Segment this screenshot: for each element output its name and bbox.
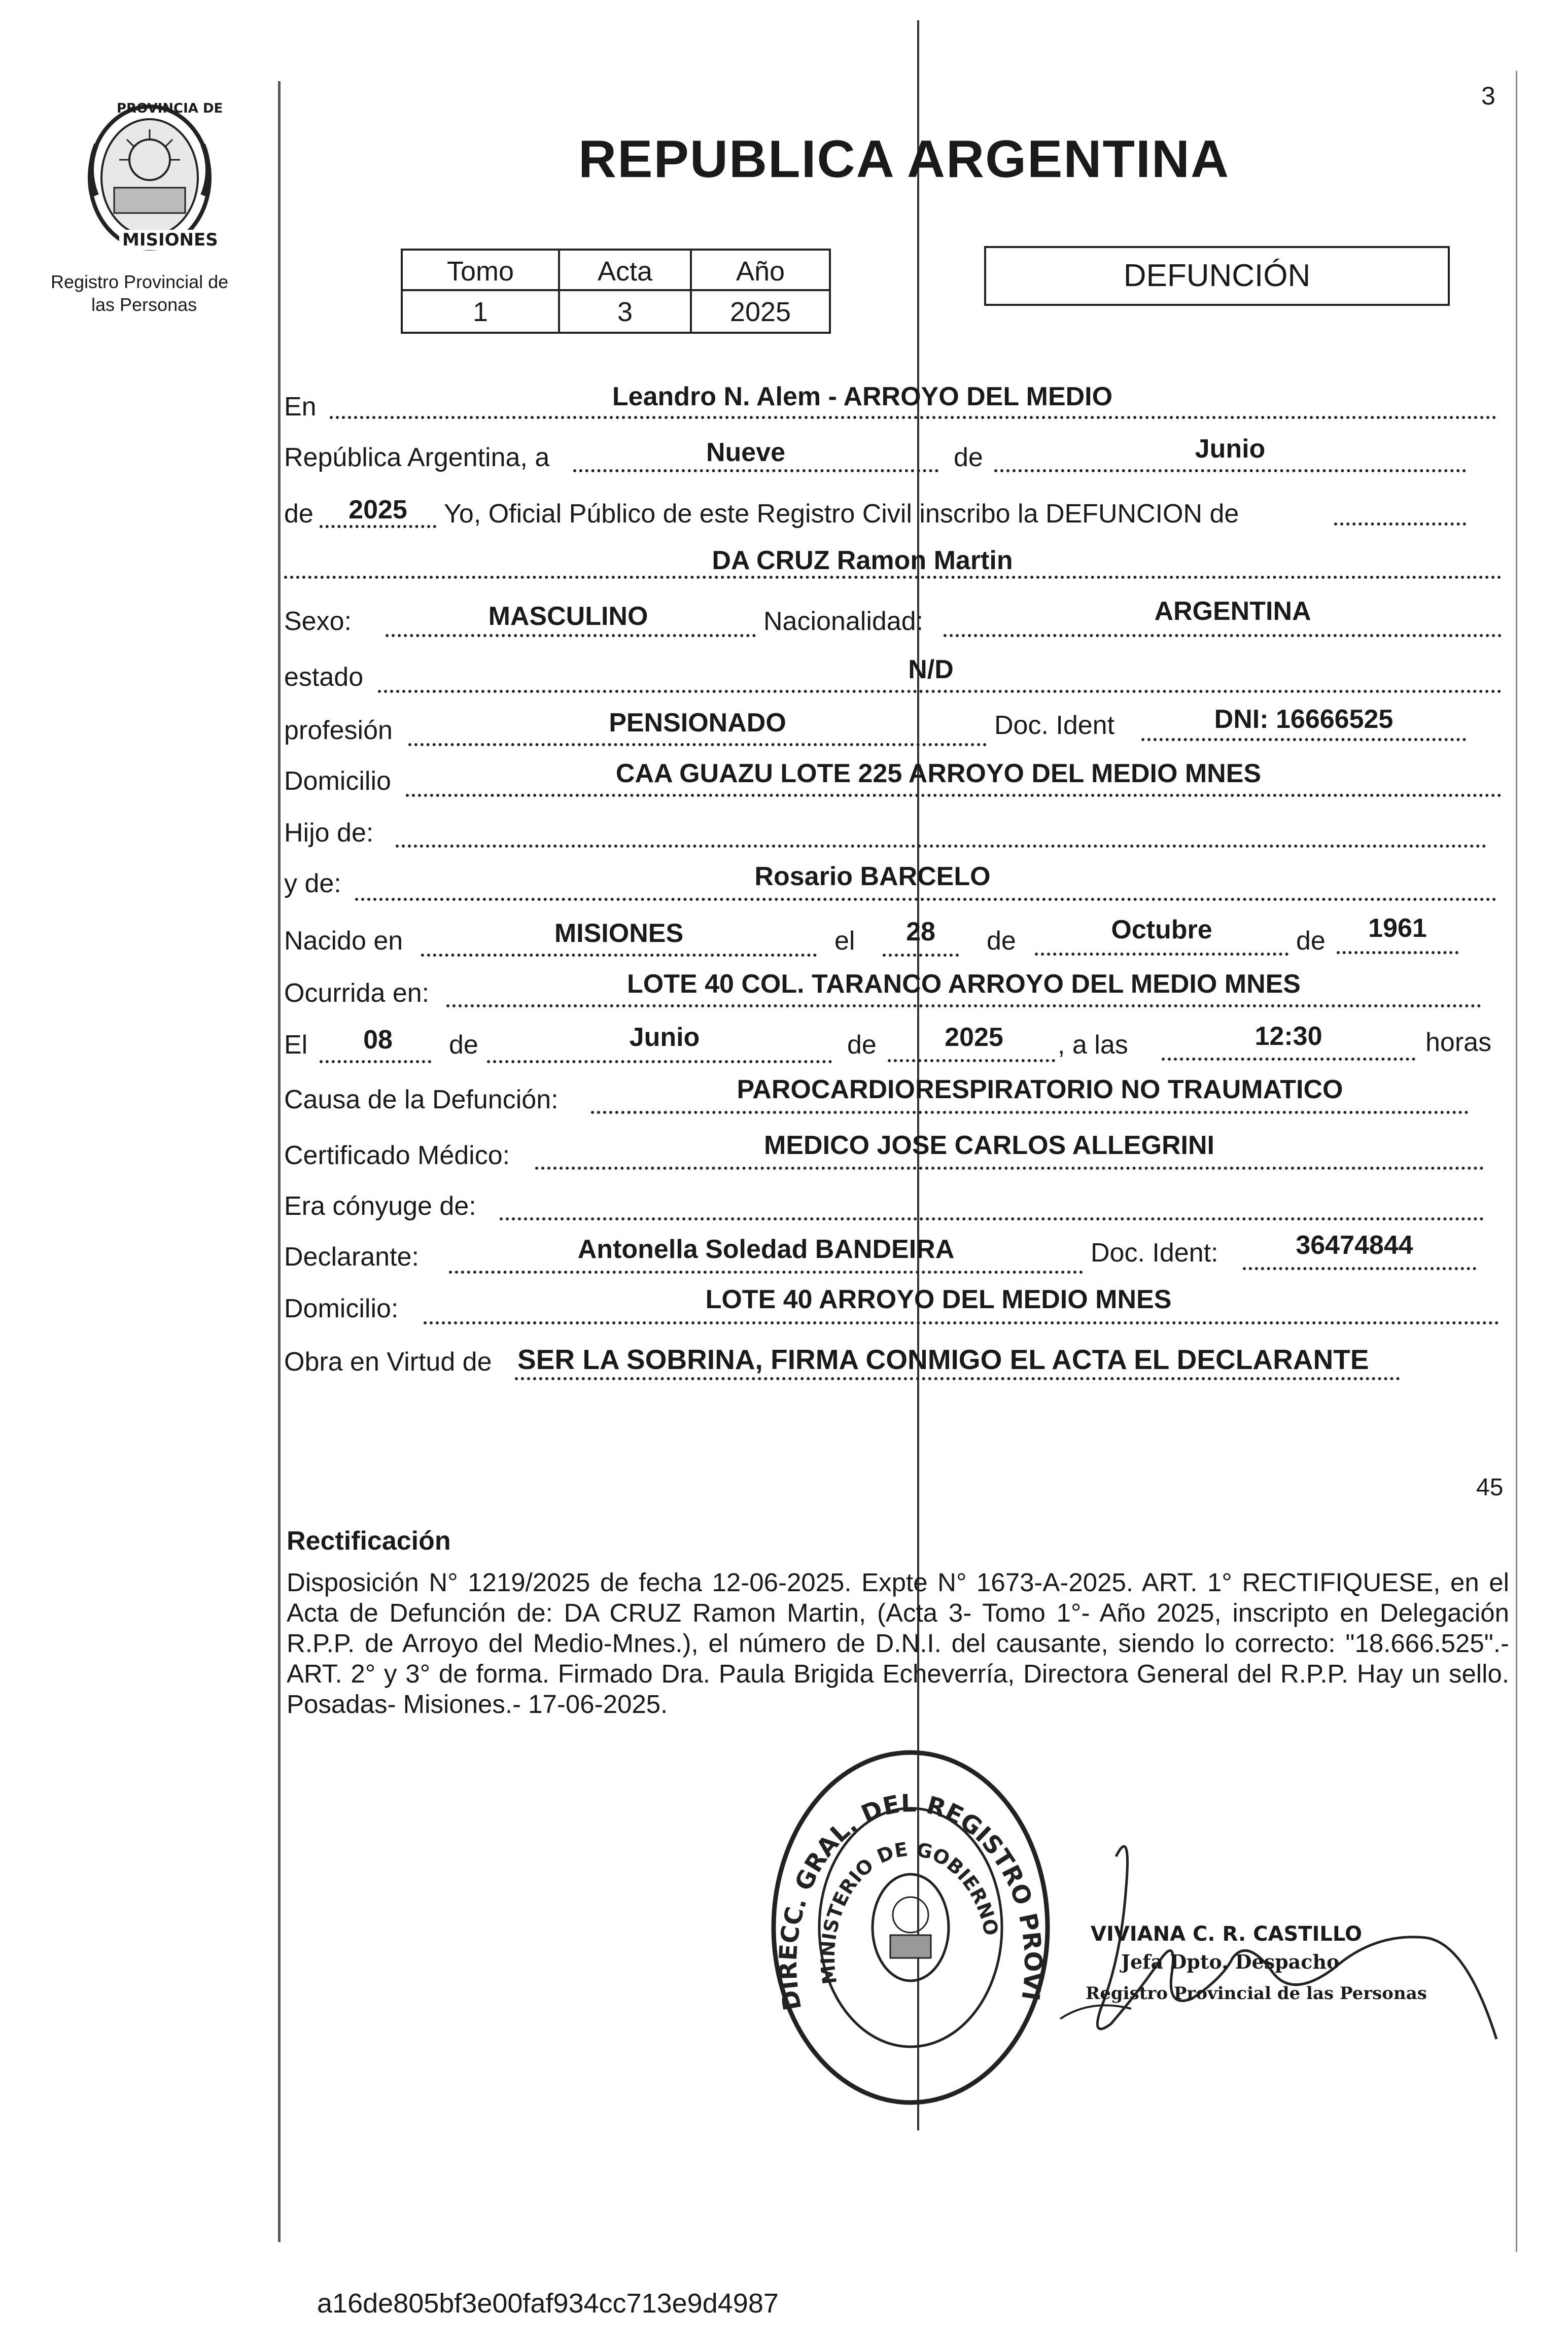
label-de-5: de: [449, 1030, 478, 1060]
label-nacido: Nacido en: [284, 926, 403, 956]
line-birth-day: [883, 954, 959, 957]
margin-number: 45: [1476, 1474, 1504, 1501]
value-ocurrida: LOTE 40 COL. TARANCO ARROYO DEL MEDIO MNES: [626, 969, 1301, 999]
label-doc: Doc. Ident: [994, 711, 1115, 740]
value-birth-year: 1961: [1368, 914, 1427, 943]
page-number: 3: [1481, 82, 1495, 110]
line-domicilio: [406, 794, 1502, 797]
label-de-3: de: [987, 926, 1016, 956]
label-certificado: Certificado Médico:: [284, 1141, 510, 1170]
value-deceased-name: DA CRUZ Ramon Martin: [712, 546, 1013, 575]
line-deceased: [284, 576, 1502, 579]
line-month: [994, 469, 1466, 472]
misiones-seal: [76, 94, 223, 261]
statement-text: Yo, Oficial Público de este Registro Civil inscribo la DEFUNCION de: [444, 499, 1239, 529]
label-conyuge: Era cónyuge de:: [284, 1192, 476, 1221]
value-sexo: MASCULINO: [488, 602, 648, 631]
line-day: [573, 469, 938, 472]
stamp-inner-text: MINISTERIO DE GOBIERNO: [816, 1838, 1003, 1986]
table-value-acta: 3: [617, 297, 633, 327]
label-de-1: de: [954, 443, 983, 472]
stamp-outer-text: DIRECC. GRAL. DEL REGISTRO PROVI: [774, 1789, 1048, 2013]
label-en: En: [284, 392, 317, 422]
line-death-day: [320, 1060, 431, 1063]
label-causa: Causa de la Defunción:: [284, 1085, 559, 1114]
value-doc-2: 36474844: [1296, 1231, 1413, 1260]
line-yde: [355, 898, 1496, 901]
value-death-day: 08: [363, 1025, 393, 1055]
line-statement-end: [1334, 522, 1466, 526]
value-doc: DNI: 16666525: [1214, 705, 1393, 734]
svg-text:MINISTERIO DE GOBIERNO: [817, 1838, 1003, 1986]
label-domicilio-2: Domicilio:: [284, 1294, 399, 1323]
value-nacionalidad: ARGENTINA: [1154, 597, 1311, 626]
value-yde: Rosario BARCELO: [754, 862, 991, 891]
label-horas: horas: [1425, 1028, 1492, 1057]
line-nacionalidad: [944, 634, 1502, 637]
line-year: [320, 525, 436, 528]
value-obra: SER LA SOBRINA, FIRMA CONMIGO EL ACTA EL DECLARANTE: [517, 1344, 1369, 1375]
table-header-acta: Acta: [597, 256, 653, 287]
line-obra: [515, 1377, 1400, 1380]
line-estado: [378, 690, 1502, 693]
label-domicilio: Domicilio: [284, 766, 391, 796]
label-de-4: de: [1296, 926, 1326, 956]
value-death-year: 2025: [945, 1023, 1003, 1052]
label-de-2: de: [284, 499, 313, 529]
act-type: DEFUNCIÓN: [1123, 258, 1311, 293]
line-nacido: [421, 954, 817, 957]
label-hijo: Hijo de:: [284, 818, 374, 848]
label-republica: República Argentina, a: [284, 443, 550, 472]
value-domicilio: CAA GUAZU LOTE 225 ARROYO DEL MEDIO MNES: [615, 759, 1262, 788]
label-alas: , a las: [1058, 1030, 1128, 1060]
signer-org: Registro Provincial de las Personas: [1086, 1983, 1427, 2004]
value-certificado: MEDICO JOSE CARLOS ALLEGRINI: [764, 1131, 1214, 1160]
label-de-6: de: [847, 1030, 877, 1060]
line-declarante: [449, 1271, 1083, 1274]
document-hash: a16de805bf3e00faf934cc713e9d4987: [317, 2288, 779, 2319]
signer-name: VIVIANA C. R. CASTILLO: [1091, 1922, 1362, 1946]
table-value-ano: 2025: [729, 297, 791, 327]
line-sexo: [386, 634, 756, 637]
label-el: el: [834, 926, 855, 956]
value-causa: PAROCARDIORESPIRATORIO NO TRAUMATICO: [737, 1075, 1343, 1104]
line-conyuge: [500, 1217, 1484, 1220]
value-estado: N/D: [908, 655, 954, 684]
label-sexo: Sexo:: [284, 607, 352, 636]
page-title: REPUBLICA ARGENTINA: [578, 130, 1230, 189]
value-day: Nueve: [706, 438, 786, 467]
value-declarante: Antonella Soledad BANDEIRA: [577, 1235, 955, 1264]
act-table: [401, 249, 831, 334]
table-value-tomo: 1: [472, 297, 489, 327]
line-death-year: [888, 1059, 1055, 1062]
line-ocurrida: [446, 1004, 1481, 1007]
label-doc-2: Doc. Ident:: [1091, 1238, 1218, 1268]
value-birth-month: Octubre: [1111, 915, 1212, 944]
value-domicilio-2: LOTE 40 ARROYO DEL MEDIO MNES: [705, 1285, 1172, 1314]
line-profesion: [408, 743, 987, 746]
line-death-time: [1162, 1058, 1415, 1061]
label-estado: estado: [284, 662, 364, 692]
value-birth-day: 28: [906, 917, 935, 947]
rectificacion-text: Disposición N° 1219/2025 de fecha 12-06-2025. Expte N° 1673-A-2025. ART. 1° RECTIFIQUESE, en el Acta de Defunción de: DA CRUZ Ramon Martin, (Acta 3- Tomo 1°- Año 2025, inscripto en Delegación R.P.P. de Arroyo del Medio-Mnes.), el número de D.N.I. del causante, siendo lo correcto: "18.666.525".- ART. 2° y 3° de forma. Firmado Dra. Paula Brigida Echeverría, Directora General del R.P.P. Hay un sello. Posadas- Misiones.- 17-06-2025.: [287, 1568, 1509, 1719]
label-obra: Obra en Virtud de: [284, 1347, 492, 1377]
line-doc: [1141, 738, 1466, 741]
line-domicilio-2: [424, 1321, 1499, 1324]
label-declarante: Declarante:: [284, 1242, 419, 1272]
value-year: 2025: [349, 495, 407, 524]
value-nacido: MISIONES: [554, 919, 684, 948]
value-profesion: PENSIONADO: [609, 708, 786, 738]
line-birth-month: [1035, 953, 1288, 956]
value-month: Junio: [1195, 434, 1266, 464]
svg-text:DIRECC. GRAL. DEL REGISTRO PRO: [766, 1745, 1047, 2013]
seal-top-text: PROVINCIA DE: [117, 101, 223, 116]
line-causa: [591, 1111, 1469, 1114]
label-profesion: profesión: [284, 716, 393, 745]
seal-bottom-text: MISIONES: [119, 230, 221, 250]
value-place: Leandro N. Alem - ARROYO DEL MEDIO: [612, 382, 1113, 411]
value-death-time: 12:30: [1255, 1022, 1322, 1051]
line-doc-2: [1243, 1267, 1476, 1270]
rectificacion-title: Rectificación: [287, 1526, 451, 1556]
table-header-tomo: Tomo: [446, 256, 514, 287]
line-certificado: [535, 1167, 1484, 1170]
line-hijo: [396, 845, 1486, 848]
value-death-month: Junio: [629, 1023, 700, 1052]
act-type-box: [984, 246, 1450, 306]
label-el-2: El: [284, 1030, 308, 1060]
label-yde: y de:: [284, 869, 341, 898]
signer-role: Jefa Dpto. Despacho: [1121, 1950, 1340, 1973]
registry-name-line1: Registro Provincial de: [51, 271, 229, 292]
label-ocurrida: Ocurrida en:: [284, 978, 430, 1008]
line-birth-year: [1337, 951, 1458, 954]
left-page-border: [278, 81, 281, 2242]
registry-name-line2: las Personas: [91, 294, 197, 315]
label-nacionalidad: Nacionalidad:: [763, 607, 924, 636]
table-header-ano: Año: [736, 256, 785, 287]
line-en: [330, 416, 1496, 419]
line-death-month: [487, 1060, 832, 1063]
